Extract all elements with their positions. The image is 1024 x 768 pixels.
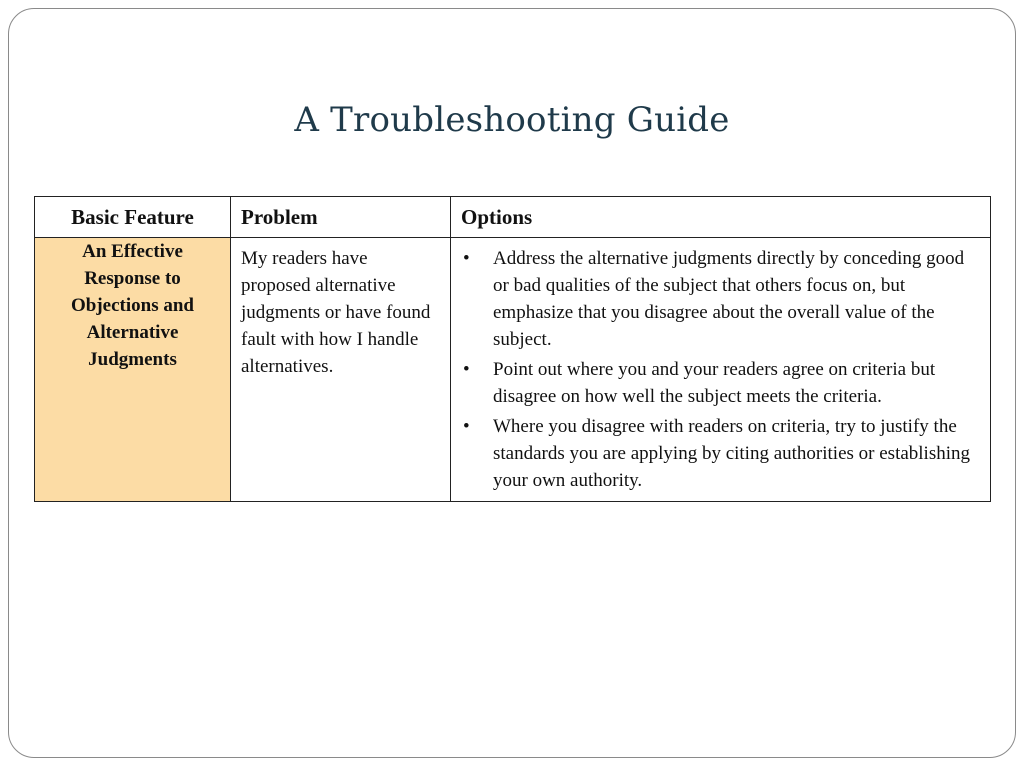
table-header-row	[35, 197, 991, 238]
options-list	[457, 245, 980, 494]
option-text: Where you disagree with readers on criteria, try to justify the standards you are applying by citing authorities or establishing your own authority.	[493, 416, 971, 491]
bullet-icon: •	[463, 359, 470, 380]
header-options: Options	[451, 197, 991, 238]
problem-cell: My readers have proposed alternative judgments or have found fault with how I handle alternatives.	[231, 238, 451, 502]
option-item	[457, 245, 980, 353]
options-cell	[451, 238, 991, 502]
bullet-icon: •	[463, 248, 470, 269]
header-basic-feature: Basic Feature	[35, 197, 231, 238]
option-text: Address the alternative judgments directly by conceding good or bad qualities of the subject that others focus on, but emphasize that you disagree about the overall value of the subject.	[493, 248, 965, 350]
slide-title: A Troubleshooting Guide	[294, 100, 730, 140]
table-row	[35, 238, 991, 502]
option-item	[457, 413, 980, 494]
feature-cell: An Effective Response to Objections and Alternative Judgments	[35, 238, 231, 502]
header-problem: Problem	[231, 197, 451, 238]
option-item	[457, 356, 980, 410]
bullet-icon: •	[463, 416, 470, 437]
troubleshooting-table	[34, 196, 991, 502]
option-text: Point out where you and your readers agree on criteria but disagree on how well the subject meets the criteria.	[493, 359, 936, 407]
